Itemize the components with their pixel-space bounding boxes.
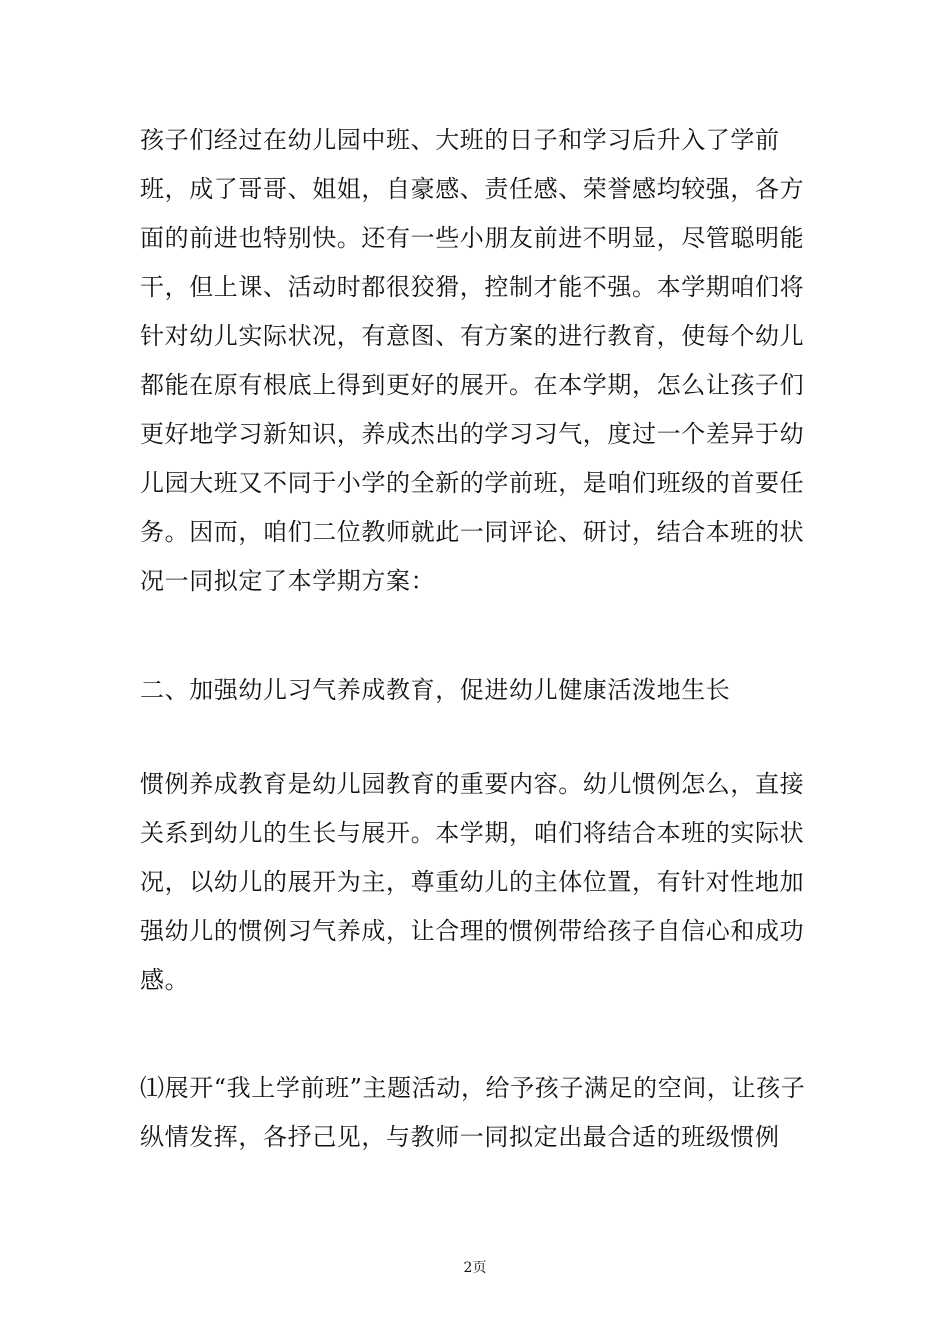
paragraph-habits: 惯例养成教育是幼儿园教育的重要内容。幼儿惯例怎么，直接关系到幼儿的生长与展开。本学期，咱们将结合本班的实际状况，以幼儿的展开为主，尊重幼儿的主体位置，有针对性地加强幼儿的惯例习气养成，让合理的惯例带给孩子自信心和成功感。 — [140, 770, 805, 994]
paragraph-intro: 孩子们经过在幼儿园中班、大班的日子和学习后升入了学前班，成了哥哥、姐姐，自豪感、责任感、荣誉感均较强，各方面的前进也特别快。还有一些小朋友前进不明显，尽管聪明能干，但上课、活动时都很狡猾，控制才能不强。本学期咱们将针对幼儿实际状况，有意图、有方案的进行教育，使每个幼儿都能在原有根底上得到更好的展开。在本学期，怎么让孩子们更好地学习新知识，养成杰出的学习习气，度过一个差异于幼儿园大班又不同于小学的全新的学前班，是咱们班级的首要任务。因而，咱们二位教师就此一同评论、研讨，结合本班的状况一同拟定了本学期方案： — [140, 126, 805, 595]
paragraph-activity-item: ⑴展开“我上学前班”主题活动，给予孩子满足的空间，让孩子纵情发挥，各抒己见，与教师一同拟定出最合适的班级惯例 — [140, 1074, 806, 1151]
page-number: 2页 — [463, 1260, 487, 1276]
section-heading: 二、加强幼儿习气养成教育，促进幼儿健康活泼地生长 — [140, 676, 731, 704]
